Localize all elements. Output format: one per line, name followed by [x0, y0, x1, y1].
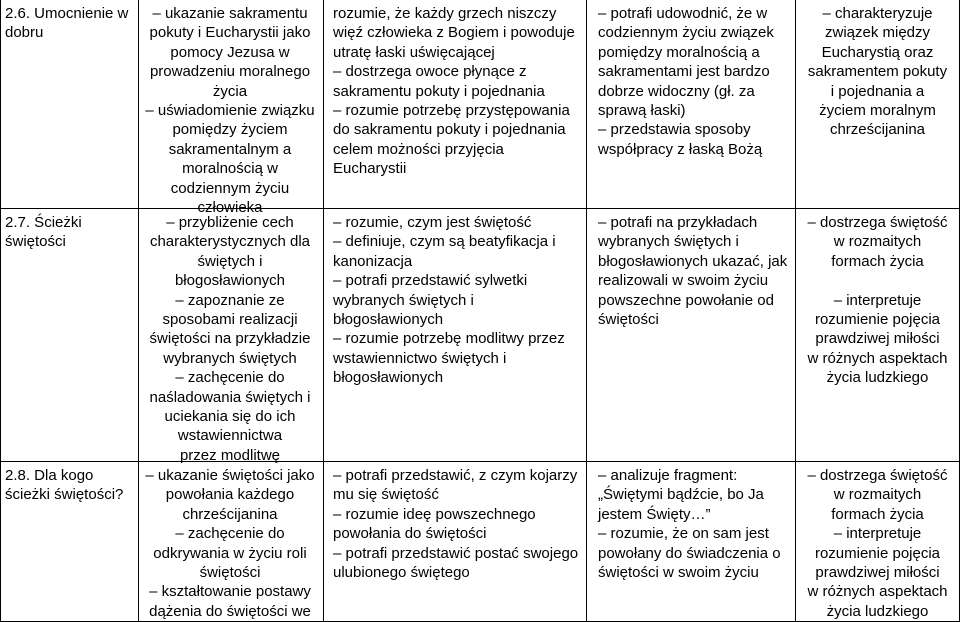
attitudes-cell: [797, 466, 958, 621]
text-line: – rozumie potrzebę modlitwy przez: [333, 330, 565, 348]
text-line: życia ludzkiego: [826, 369, 929, 387]
text-line: w różnych aspektach: [807, 349, 948, 367]
text-line: powołania do świętości: [333, 525, 487, 543]
attitudes-cell: [797, 4, 958, 140]
text-line: „Świętymi bądźcie, bo Ja: [598, 486, 764, 504]
requirements-extended-cell: [598, 466, 794, 582]
text-line: pokuty i Eucharystii jako: [149, 24, 311, 42]
text-line: świętości: [598, 311, 659, 329]
text-line: dążenia do świętości we: [149, 602, 311, 620]
text-line: w rozmaitych: [833, 486, 922, 504]
text-line: sakramentalnym a: [168, 140, 292, 158]
text-line: – dostrzega świętość: [807, 214, 948, 231]
text-line: 2.6. Umocnienie w: [5, 5, 129, 22]
text-line: naśladowania świętych i: [149, 388, 311, 406]
text-line: 2.7. Ścieżki: [5, 214, 82, 231]
text-line: przez modlitwę: [179, 446, 281, 464]
text-line: dobrze widoczny (gł. za: [598, 82, 755, 100]
text-line: pomiędzy życiem: [172, 121, 288, 139]
text-line: Eucharystią oraz: [821, 43, 934, 61]
text-line: do sakramentu pokuty i pojednania: [333, 121, 566, 139]
text-line: jestem Święty…”: [598, 505, 711, 523]
text-line: błogosławionych: [174, 272, 286, 290]
text-line: utratę łaski uświęcającej: [333, 43, 495, 61]
text-line: wstawiennictwa: [177, 427, 283, 445]
requirements-basic-cell: [333, 4, 585, 179]
text-line: realizowali w swoim życiu: [598, 272, 769, 290]
text-line: – ukazanie sakramentu: [152, 5, 308, 22]
text-line: codziennym życiu związek: [598, 24, 774, 42]
text-line: sprawą łaski): [598, 102, 686, 120]
section-title-2-6: [5, 4, 137, 43]
text-line: – dostrzega świętość: [807, 467, 948, 484]
goals-cell: [140, 466, 320, 621]
text-line: uciekania się do ich: [164, 408, 296, 426]
text-line: [797, 271, 958, 290]
text-line: – zapoznanie ze: [175, 291, 285, 309]
text-line: dobru: [5, 24, 44, 42]
text-line: świętości w swoim życiu: [598, 564, 759, 582]
text-line: odkrywania w życiu roli: [153, 544, 307, 562]
text-line: świętych i: [197, 252, 263, 270]
text-line: – rozumie, że on sam jest: [598, 525, 769, 543]
requirements-extended-cell: [598, 4, 794, 159]
section-title-2-7: [5, 213, 137, 252]
text-line: ścieżki świętości?: [5, 486, 124, 504]
text-line: – potrafi udowodnić, że w: [598, 5, 768, 22]
text-line: rozumienie pojęcia: [814, 544, 941, 562]
text-line: wybranych świętych i: [333, 291, 474, 309]
text-line: celem możności przyjęcia: [333, 140, 504, 158]
text-line: związek między: [824, 24, 931, 42]
text-line: formach życia: [831, 252, 924, 270]
text-line: mu się świętość: [333, 486, 439, 504]
text-line: prawdziwej miłości: [815, 330, 940, 348]
text-line: 2.8. Dla kogo: [5, 467, 94, 484]
text-line: ulubionego świętego: [333, 564, 470, 582]
text-line: – ukazanie świętości jako: [145, 467, 315, 484]
text-line: błogosławionych: [333, 311, 444, 329]
text-line: powołany do świadczenia o: [598, 544, 781, 562]
text-line: świętości: [5, 233, 66, 251]
text-line: – charakteryzuje: [822, 5, 933, 22]
text-line: formach życia: [831, 505, 924, 523]
goals-cell: [140, 4, 320, 217]
text-line: – przedstawia sposoby: [598, 121, 751, 139]
text-line: – rozumie potrzebę przystępowania: [333, 102, 570, 120]
text-line: świętości na przykładzie: [149, 330, 311, 348]
text-line: życia ludzkiego: [826, 602, 929, 620]
text-line: i pojednania a: [830, 82, 925, 100]
text-line: – interpretuje: [833, 291, 922, 309]
text-line: powołania każdego: [165, 486, 295, 504]
text-line: życia: [212, 82, 248, 100]
column-divider: [323, 0, 324, 622]
text-line: – kształtowanie postawy: [149, 583, 311, 601]
text-line: – potrafi przedstawić, z czym kojarzy: [333, 467, 578, 484]
text-line: prowadzeniu moralnego: [149, 63, 311, 81]
text-line: wybranych świętych i: [598, 233, 739, 251]
text-line: – zachęcenie do: [175, 369, 285, 387]
text-line: – uświadomienie związku: [145, 102, 315, 120]
text-line: rozumienie pojęcia: [814, 311, 941, 329]
text-line: chrześcijanina: [829, 121, 926, 139]
text-line: kanonizacja: [333, 252, 413, 270]
requirements-basic-cell: [333, 466, 585, 582]
text-line: więź człowieka z Bogiem i powoduje: [333, 24, 575, 42]
text-line: – dostrzega owoce płynące z: [333, 63, 527, 81]
goals-cell: [140, 213, 320, 465]
text-line: sakramentu pokuty i pojednania: [333, 82, 545, 100]
attitudes-cell: [797, 213, 958, 388]
text-line: – rozumie ideę powszechnego: [333, 505, 536, 523]
text-line: pomiędzy moralnością a: [598, 43, 760, 61]
text-line: – przybliżenie cech: [166, 214, 294, 231]
column-divider: [586, 0, 587, 622]
text-line: – rozumie, czym jest świętość: [333, 214, 532, 231]
text-line: w różnych aspektach: [807, 583, 948, 601]
text-line: rozumie, że każdy grzech niszczy: [333, 5, 557, 22]
text-line: sakramentem pokuty: [807, 63, 948, 81]
text-line: wstawiennictwo świętych i: [333, 349, 507, 367]
text-line: współpracy z łaską Bożą: [598, 140, 763, 158]
text-line: błogosławionych ukazać, jak: [598, 252, 788, 270]
text-line: – potrafi na przykładach: [598, 214, 758, 231]
text-line: codziennym życiu: [170, 179, 290, 197]
requirements-basic-cell: [333, 213, 585, 388]
text-line: świętości: [199, 564, 261, 582]
text-line: – analizuje fragment:: [598, 467, 738, 484]
text-line: sposobami realizacji: [162, 311, 298, 329]
text-line: Eucharystii: [333, 160, 407, 178]
text-line: moralnością w: [182, 160, 278, 178]
text-line: – definiuje, czym są beatyfikacja i: [333, 233, 556, 251]
text-line: powszechne powołanie od: [598, 291, 774, 309]
table-border-left: [0, 0, 1, 622]
text-line: błogosławionych: [333, 369, 444, 387]
column-divider: [138, 0, 139, 622]
text-line: charakterystycznych dla: [149, 233, 311, 251]
text-line: – potrafi przedstawić postać swojego: [333, 544, 579, 562]
section-title-2-8: [5, 466, 137, 505]
text-line: prawdziwej miłości: [815, 564, 940, 582]
text-line: – interpretuje: [833, 525, 922, 543]
text-line: pomocy Jezusa w: [170, 43, 290, 61]
text-line: chrześcijanina: [182, 505, 278, 523]
text-line: – potrafi przedstawić sylwetki: [333, 272, 528, 290]
text-line: wybranych świętych: [163, 349, 297, 367]
requirements-extended-cell: [598, 213, 794, 329]
text-line: sakramentami jest bardzo: [598, 63, 770, 81]
text-line: życiem moralnym: [819, 102, 936, 120]
text-line: w rozmaitych: [833, 233, 922, 251]
text-line: człowieka: [197, 199, 263, 217]
column-divider: [795, 0, 796, 622]
text-line: – zachęcenie do: [175, 525, 285, 543]
